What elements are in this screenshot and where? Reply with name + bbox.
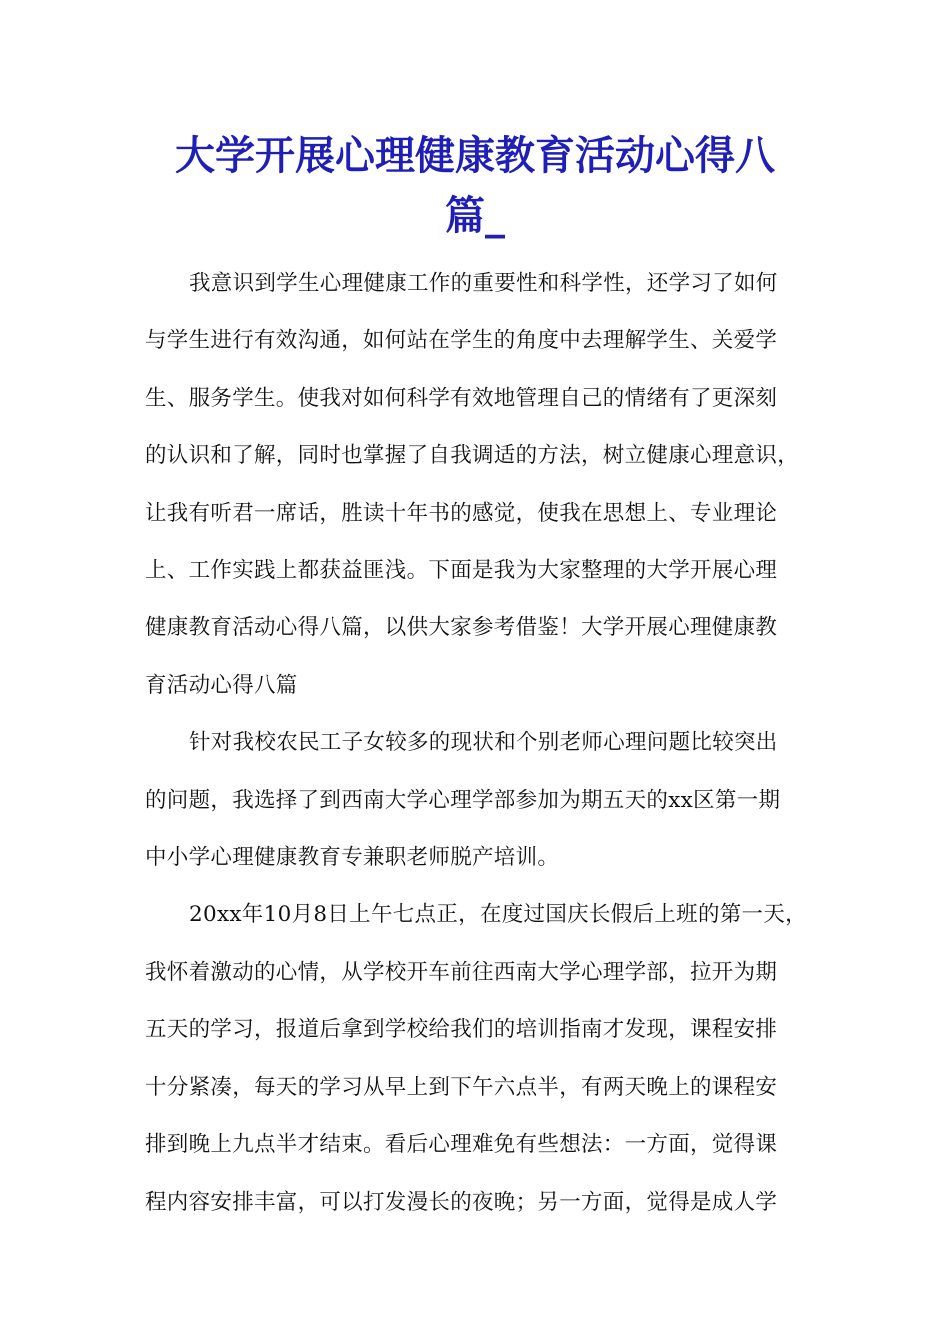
paragraph-line: 中小学心理健康教育专兼职老师脱产培训。 <box>145 845 560 871</box>
paragraph-line: 十分紧凑，每天的学习从早上到下午六点半，有两天晚上的课程安 <box>145 1074 778 1100</box>
paragraph-line: 的认识和了解，同时也掌握了自我调适的方法，树立健康心理意识， <box>145 443 800 469</box>
paragraph-line: 的问题，我选择了到西南大学心理学部参加为期五天的xx区第一期 <box>145 787 781 813</box>
paragraph-line: 排到晚上九点半才结束。看后心理难免有些想法：一方面，觉得课 <box>145 1132 778 1158</box>
paragraph-line: 育活动心得八篇 <box>145 672 298 698</box>
paragraph-2 <box>145 714 807 886</box>
paragraph-line: 五天的学习，报道后拿到学校给我们的培训指南才发现，课程安排 <box>145 1017 778 1043</box>
paragraph-1 <box>145 255 807 714</box>
title-line-2: 篇_ <box>445 193 505 239</box>
paragraph-line: 20xx年10月8日上午七点正，在度过国庆长假后上班的第一天， <box>189 902 807 928</box>
paragraph-line: 健康教育活动心得八篇，以供大家参考借鉴！大学开展心理健康教 <box>145 615 778 641</box>
document-body <box>145 255 807 1231</box>
title-line-1: 大学开展心理健康教育活动心得八 <box>175 133 775 179</box>
paragraph-line: 针对我校农民工子女较多的现状和个别老师心理问题比较突出 <box>189 730 778 756</box>
paragraph-line: 与学生进行有效沟通，如何站在学生的角度中去理解学生、关爱学 <box>145 328 778 354</box>
paragraph-line: 我怀着激动的心情，从学校开车前往西南大学心理学部，拉开为期 <box>145 959 778 985</box>
paragraph-line: 上、工作实践上都获益匪浅。下面是我为大家整理的大学开展心理 <box>145 558 778 584</box>
paragraph-line: 我意识到学生心理健康工作的重要性和科学性，还学习了如何 <box>189 271 778 296</box>
document-title <box>150 126 800 246</box>
paragraph-line: 程内容安排丰富，可以打发漫长的夜晚；另一方面，觉得是成人学 <box>145 1189 778 1215</box>
paragraph-line: 生、服务学生。使我对如何科学有效地管理自己的情绪有了更深刻 <box>145 385 778 411</box>
paragraph-3 <box>145 886 807 1230</box>
paragraph-line: 让我有听君一席话，胜读十年书的感觉，使我在思想上、专业理论 <box>145 500 778 526</box>
